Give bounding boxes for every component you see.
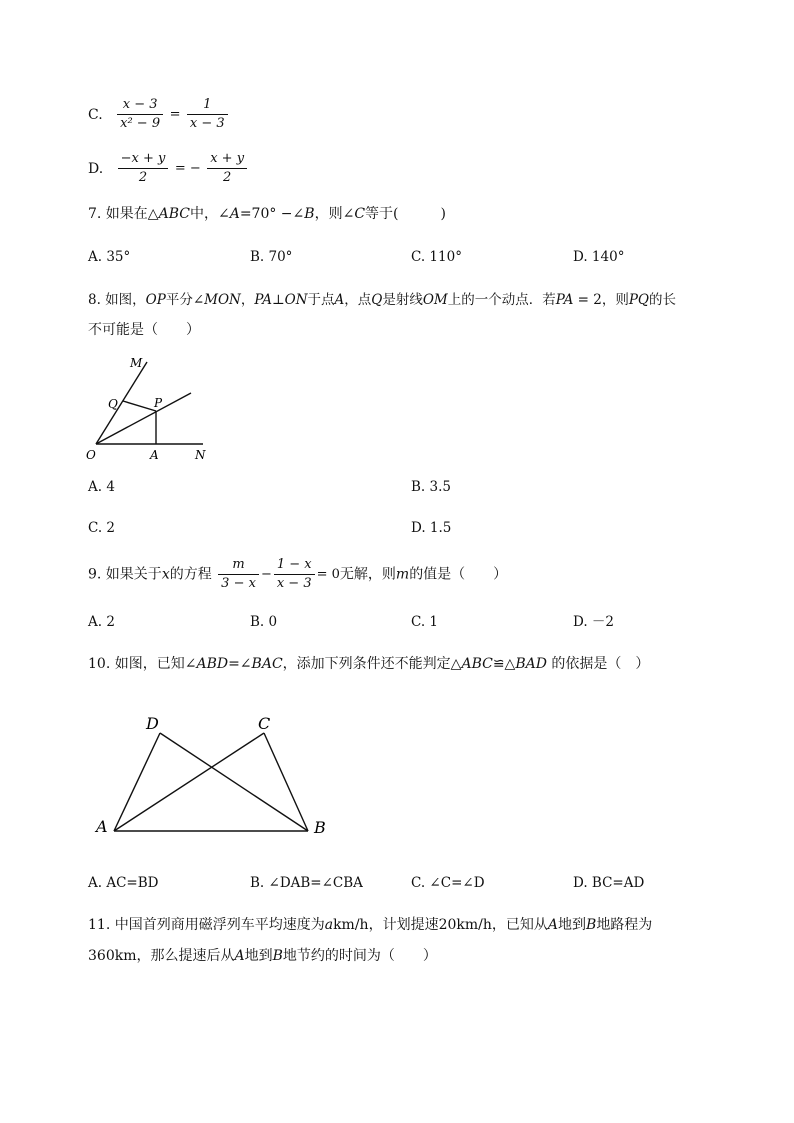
text: 的方程 — [169, 566, 212, 583]
fraction — [118, 150, 169, 187]
q8-stem-line1 — [88, 290, 676, 310]
text: ≌△ — [492, 656, 516, 672]
text: 等于( ) — [365, 206, 446, 222]
denominator: x² − 9 — [120, 116, 161, 131]
text: ， — [240, 292, 255, 308]
text: ，点 — [344, 292, 372, 308]
numerator: 1 — [187, 96, 228, 115]
text: =70° −∠ — [239, 206, 305, 222]
equals-sign: = — [169, 106, 181, 122]
math-var: BAC — [251, 656, 283, 672]
q9-option-a: A. 2 — [88, 614, 115, 630]
text: ，则∠ — [314, 206, 355, 222]
text: 10. 如图，已知∠ — [88, 656, 197, 672]
q8-option-a: A. 4 — [88, 479, 115, 495]
q7-stem — [88, 204, 446, 224]
label-m: M — [130, 356, 143, 370]
text: 地节约的时间为（ ） — [282, 948, 437, 964]
q7-option-b: B. 70° — [250, 249, 293, 265]
numerator: 1 − x — [274, 556, 315, 575]
math-var: A — [234, 948, 245, 964]
math-var: ON — [284, 292, 308, 308]
math-var: ABD — [196, 656, 229, 672]
text: ，添加下列条件还不能判定△ — [282, 656, 462, 672]
text: 的长 — [648, 292, 676, 308]
fraction — [274, 556, 315, 593]
text: 9. 如果关于 — [88, 566, 162, 583]
fraction — [218, 556, 259, 593]
denominator: 2 — [222, 170, 232, 185]
minus-sign: − — [260, 566, 272, 582]
denominator: x − 3 — [189, 116, 225, 131]
text: 上的一个动点．若 — [447, 292, 556, 308]
q6-option-d — [88, 150, 249, 187]
q8-angle-bisector-figure — [80, 350, 220, 465]
text: 360km，那么提速后从 — [88, 948, 235, 964]
text: 的值是（ ） — [409, 566, 508, 583]
q8-option-b: B. 3.5 — [411, 479, 451, 495]
math-var: PA — [254, 292, 272, 308]
math-var: A — [229, 206, 240, 222]
fraction — [187, 96, 228, 133]
q11-stem-line2 — [88, 946, 437, 966]
math-var: m — [395, 566, 410, 583]
numerator: m — [218, 556, 259, 575]
math-var: Q — [371, 292, 383, 308]
q9-option-b: B. 0 — [250, 614, 278, 630]
text: km/h，计划提速20km/h，已知从 — [333, 917, 548, 933]
math-var: ABC — [461, 656, 493, 672]
fraction — [207, 150, 247, 187]
math-var: PA — [555, 292, 574, 308]
numerator: x + y — [207, 150, 247, 169]
math-var: B — [586, 917, 597, 933]
math-var: B — [304, 206, 315, 222]
q8-stem-line2: 不可能是（ ） — [88, 322, 200, 338]
math-var: B — [272, 948, 283, 964]
text: 的依据是（ ） — [546, 656, 650, 672]
label-a: A — [150, 448, 159, 462]
option-label: D. — [88, 160, 104, 177]
q9-option-d: D. －2 — [573, 614, 615, 630]
q8-option-d: D. 1.5 — [411, 520, 452, 536]
text: 11. 中国首列商用磁浮列车平均速度为 — [88, 917, 325, 933]
q10-triangles-figure — [90, 708, 340, 843]
q7-option-d: D. 140° — [573, 249, 625, 265]
text: 无解，则 — [339, 566, 396, 583]
text: =∠ — [228, 656, 252, 672]
q7-option-a: A. 35° — [88, 249, 131, 265]
fraction — [117, 96, 163, 133]
text: ⊥ — [271, 292, 285, 308]
math-var: a — [324, 917, 334, 933]
math-var: A — [547, 917, 559, 933]
denominator: 3 − x — [221, 576, 256, 591]
text: 是射线 — [382, 292, 423, 308]
equals-minus-sign: = − — [174, 160, 201, 176]
q8-option-c: C. 2 — [88, 520, 116, 536]
denominator: x − 3 — [276, 576, 312, 591]
text: 平分∠ — [165, 292, 205, 308]
q10-option-b: B. ∠DAB=∠CBA — [250, 875, 363, 891]
text: 地到 — [244, 948, 273, 964]
label-d: D — [146, 714, 159, 733]
label-a: A — [96, 817, 108, 836]
math-var: MON — [204, 292, 241, 308]
q10-stem — [88, 654, 649, 674]
text: 7. 如果在△ — [88, 206, 159, 222]
math-var: C — [354, 206, 366, 222]
label-b: B — [314, 818, 326, 837]
q10-option-d: D. BC=AD — [573, 875, 645, 891]
text: = 2，则 — [573, 292, 629, 308]
text: 地到 — [558, 917, 587, 933]
numerator: x − 3 — [117, 96, 163, 115]
label-q: Q — [108, 397, 118, 411]
math-var: OM — [422, 292, 448, 308]
text: 8. 如图， — [88, 292, 146, 308]
math-var: PQ — [628, 292, 649, 308]
text: 地路程为 — [596, 917, 653, 933]
math-var: BAD — [515, 656, 547, 672]
q7-option-c: C. 110° — [411, 249, 462, 265]
q9-stem — [88, 556, 507, 592]
math-var: A — [334, 292, 345, 308]
option-label: C. — [88, 106, 103, 123]
label-p: P — [154, 396, 163, 410]
text: 中，∠ — [189, 206, 230, 222]
label-n: N — [195, 448, 206, 462]
q6-option-c — [88, 96, 230, 133]
q9-option-c: C. 1 — [411, 614, 439, 630]
denominator: 2 — [138, 170, 148, 185]
segment-qp — [123, 401, 156, 411]
equals-zero: = 0 — [316, 566, 340, 582]
text: 于点 — [307, 292, 335, 308]
q10-option-c: C. ∠C=∠D — [411, 875, 485, 891]
q11-stem-line1 — [88, 915, 652, 935]
math-var: OP — [145, 292, 166, 308]
numerator: −x + y — [118, 150, 169, 169]
ray-om — [96, 362, 147, 444]
math-var: ABC — [158, 206, 190, 222]
q10-option-a: A. AC=BD — [88, 875, 159, 891]
label-o: O — [86, 448, 96, 462]
label-c: C — [258, 714, 271, 733]
math-var: x — [161, 566, 170, 583]
